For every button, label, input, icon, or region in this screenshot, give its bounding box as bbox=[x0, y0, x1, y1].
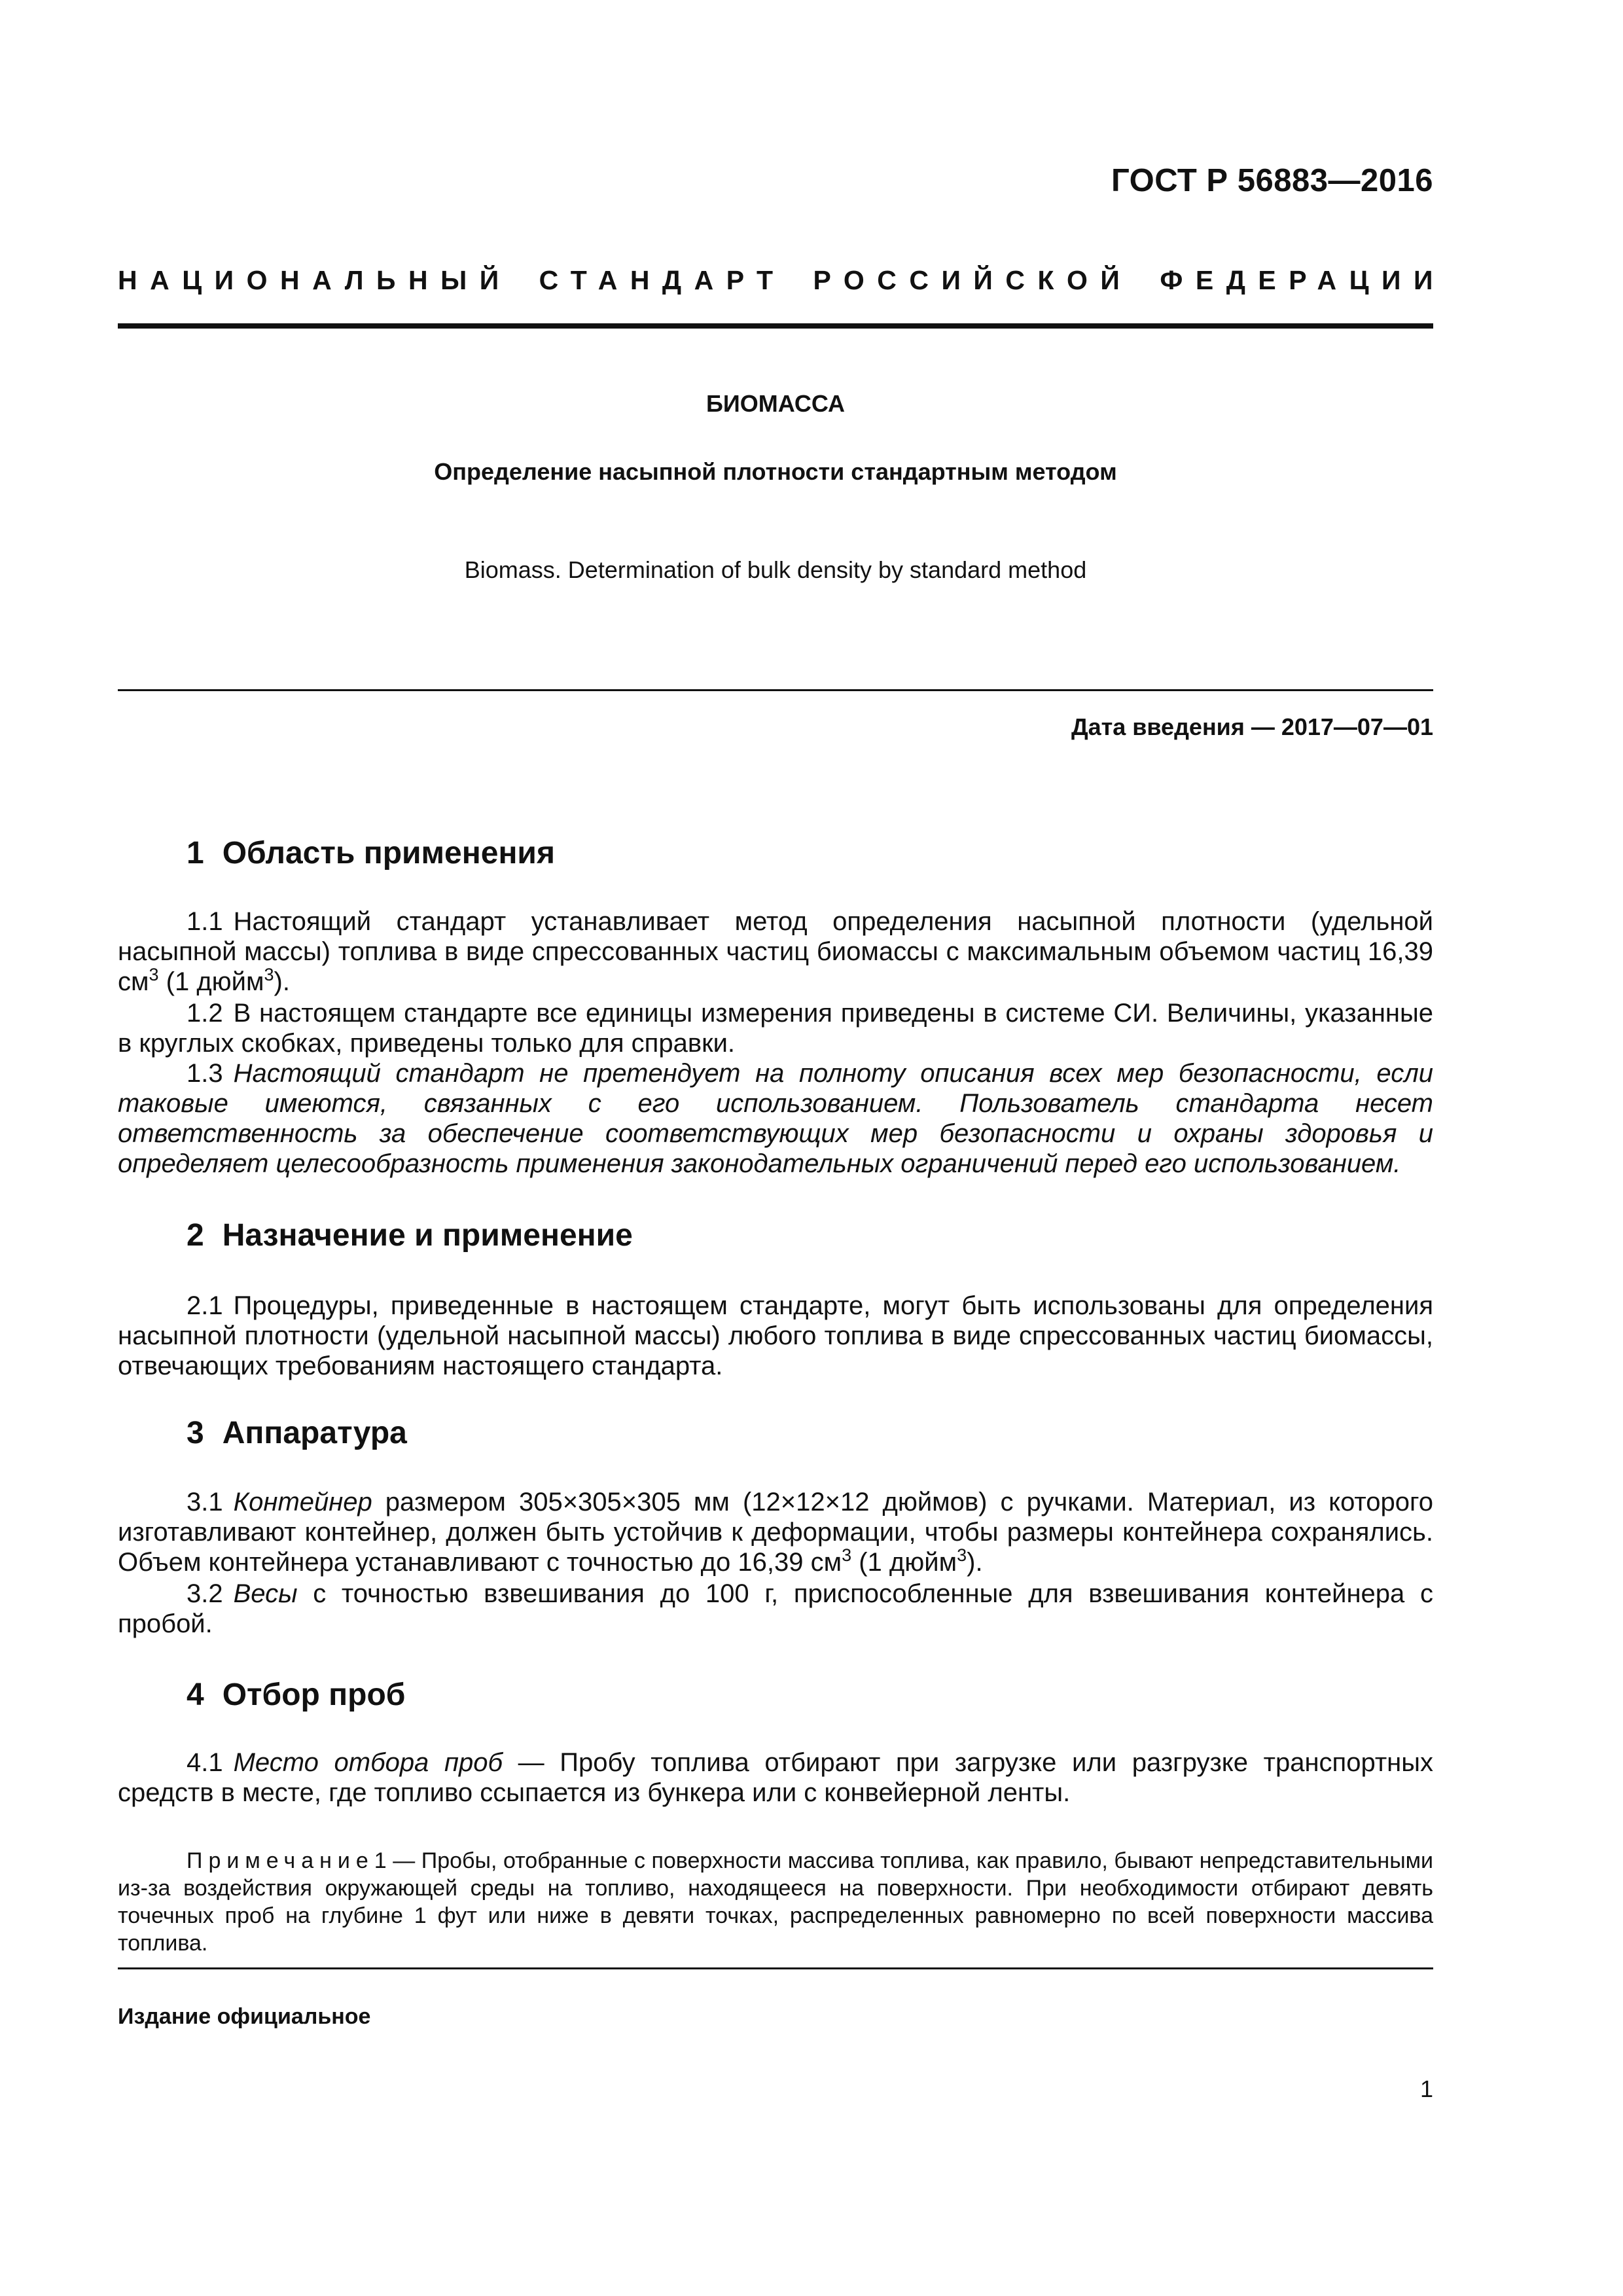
english-title: Biomass. Determination of bulk density by standard method bbox=[464, 556, 1087, 583]
note: Примечание1 — Пробы, отобранные с поверхности массива топлива, как правило, бывают непредставительными из-за воздействия окружающей среды на топливо, находящееся на поверхности. При необходимости отбирают девять точечных проб на глубине 1 фут или ниже в девяти точках, распределенных равномерно по всей поверхности массива топлива. bbox=[118, 1848, 1433, 1956]
paragraph-number: 2.1 bbox=[187, 1291, 223, 1320]
term: Весы bbox=[233, 1579, 298, 1608]
page-number: 1 bbox=[1419, 2075, 1433, 2102]
paragraph-number: 1.3 bbox=[187, 1059, 223, 1088]
section-heading-apparatus bbox=[187, 1415, 407, 1451]
section-heading-scope bbox=[187, 835, 555, 871]
paragraph-4-1: 4.1 Место отбора проб — Пробу топлива отбирают при загрузке или разгрузке транспортных средств в месте, где топливо ссыпается из бункера или с конвейерной ленты. bbox=[118, 1748, 1433, 1807]
national-standard-word: НАЦИОНАЛЬНЫЙ bbox=[118, 265, 512, 295]
introduction-date: Дата введения — 2017—07—01 bbox=[1071, 713, 1433, 740]
document-title: БИОМАССА bbox=[706, 390, 845, 417]
national-standard-word: РОССИЙСКОЙ bbox=[813, 265, 1133, 295]
section-heading-sampling bbox=[187, 1677, 405, 1713]
paragraph-1-2: 1.2 В настоящем стандарте все единицы измерения приведены в системе СИ. Величины, указанные в круглых скобках, приведены только для справки. bbox=[118, 999, 1433, 1058]
note-label: Примечание bbox=[187, 1848, 374, 1873]
section-number: 1 bbox=[187, 836, 204, 870]
document-code: ГОСТ Р 56883—2016 bbox=[1111, 163, 1433, 198]
section-title: Назначение и применение bbox=[222, 1218, 633, 1253]
paragraph-number: 1.1 bbox=[187, 907, 223, 936]
section-title: Отбор проб bbox=[222, 1677, 406, 1712]
paragraph-3-2: 3.2 Весы с точностью взвешивания до 100 г, приспособленные для взвешивания контейнера с пробой. bbox=[118, 1579, 1433, 1638]
paragraph-3-1: 3.1 Контейнер размером 305×305×305 мм (12×12×12 дюймов) с ручками. Материал, из которого изготавливают контейнер, должен быть устойчив к деформации, чтобы размеры контейнера сохранялись. Объем контейнера устанавливают с точностью до 16,39 $см^3$ (1 дюйм$^3$). bbox=[118, 1488, 1433, 1577]
note-number: 1 bbox=[374, 1848, 387, 1873]
national-standard-heading bbox=[118, 265, 1446, 296]
paragraph-1-1: 1.1 Настоящий стандарт устанавливает метод определения насыпной плотности (удельной насыпной массы) топлива в виде спрессованных частиц биомассы с максимальным объемом частиц 16,39 $см^3$ (1 дюйм$^3$). bbox=[118, 907, 1433, 996]
edition-label: Издание официальное bbox=[118, 2004, 371, 2029]
footer-divider bbox=[118, 1967, 1433, 1969]
title-divider bbox=[118, 689, 1433, 691]
section-heading-purpose bbox=[187, 1217, 633, 1253]
section-number: 2 bbox=[187, 1218, 204, 1253]
paragraph-number: 3.1 bbox=[187, 1488, 223, 1516]
header-divider bbox=[118, 323, 1433, 329]
section-title: Аппаратура bbox=[222, 1416, 407, 1450]
term: Место отбора проб bbox=[233, 1748, 503, 1777]
term: Контейнер bbox=[233, 1488, 372, 1516]
section-number: 4 bbox=[187, 1677, 204, 1712]
paragraph-number: 3.2 bbox=[187, 1579, 223, 1608]
national-standard-word: СТАНДАРТ bbox=[539, 265, 786, 295]
paragraph-2-1: 2.1 Процедуры, приведенные в настоящем стандарте, могут быть использованы для определения насыпной плотности (удельной насыпной массы) любого топлива в виде спрессованных частиц биомассы, отвечающих требованиям настоящего стандарта. bbox=[118, 1291, 1433, 1380]
section-number: 3 bbox=[187, 1416, 204, 1450]
document-subtitle: Определение насыпной плотности стандартным методом bbox=[434, 458, 1117, 485]
section-title: Область применения bbox=[222, 836, 555, 870]
paragraph-number: 4.1 bbox=[187, 1748, 223, 1777]
paragraph-number: 1.2 bbox=[187, 999, 223, 1028]
paragraph-1-3: 1.3 Настоящий стандарт не претендует на полноту описания всех мер безопасности, если таковые имеются, связанных с его использованием. Пользователь стандарта несет ответственность за обеспечение соответствующих мер безопасности и охраны здоровья и определяет целесообразность применения законодательных ограничений перед его использованием. bbox=[118, 1059, 1433, 1178]
national-standard-word: ФЕДЕРАЦИИ bbox=[1160, 265, 1446, 295]
